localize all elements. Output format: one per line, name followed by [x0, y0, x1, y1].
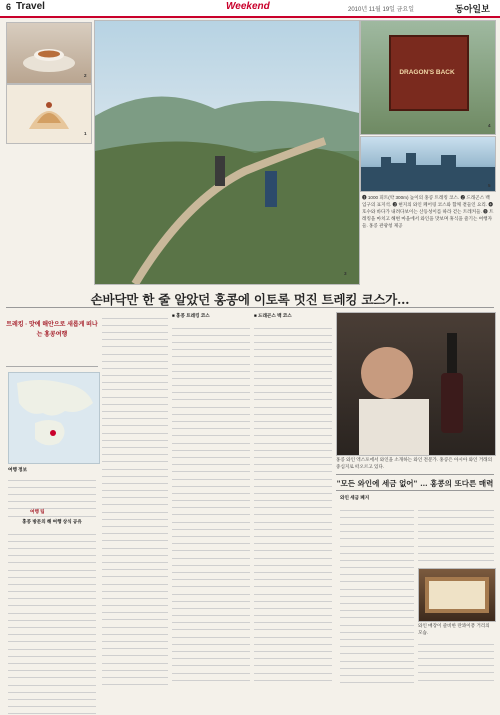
- wine-subhead: 와인 세금 폐지: [340, 495, 370, 500]
- main-headline: 손바닥만 한 줄 알았던 홍콩에 이토록 멋진 트레킹 코스가…: [90, 292, 410, 307]
- map-image: [9, 373, 99, 463]
- wine-photo-caption: 홍콩 와인 엑스포에서 와인을 소개하는 와인 전문가. 홍콩은 아시아 와인 거래의 중심지로 떠오르고 있다.: [336, 457, 493, 469]
- photo-landscape: [94, 20, 360, 285]
- info-title: 여행 정보: [8, 467, 28, 472]
- dumpling-image: [7, 85, 91, 143]
- hong-kong-map: [8, 372, 100, 464]
- photo-number-3: 3: [344, 271, 347, 276]
- tips-subtitle: 홍콩 방문의 해 여행 상식 공유: [22, 519, 82, 524]
- photo-wine: [336, 312, 496, 456]
- article-subhead-1: ■ 홍콩 트레킹 코스: [172, 313, 210, 318]
- headline-rule: [6, 307, 494, 308]
- page-number: 6: [6, 2, 12, 12]
- wine-article-column-2: [418, 504, 494, 564]
- photo-tea: [6, 22, 92, 84]
- wine-article-column-1: [340, 504, 414, 686]
- photo-captions: ❶ 1000 피트(약 300m) 높이의 홍콩 트레킹 코스. ❷ 드래곤스 백 입구의 표지석. ❸ 현지의 와인 페어링 코스와 함께 곁들인 요리. ❹ 호수와 바다가 내려다보이는 산등성이를 따라 걷는 트레커들. ❺ 트레킹을 마치고 해변 마을에서 와인을 맛보며 휴식을 즐기는 여행자들. 홍콩 관광청 제공: [362, 195, 494, 228]
- tea-cup-image: [7, 23, 91, 83]
- info-text: [8, 474, 96, 517]
- article-subhead-2: ■ 드래곤스 백 코스: [254, 313, 292, 318]
- sign-text: DRAGON'S BACK: [399, 69, 455, 76]
- wine-article-column-3: [418, 638, 494, 686]
- photo-food: [6, 84, 92, 144]
- tips-text: [8, 528, 96, 715]
- section-title: Travel: [16, 1, 45, 12]
- tips-title: 여행 팁: [30, 509, 45, 514]
- photo-number-1: 1: [84, 131, 87, 136]
- sidebar-title: 트레킹 · 맛에 해안으로 새롭게 떠나는 홍콩여행: [6, 322, 98, 338]
- shop-image: [419, 569, 495, 621]
- issue-date: 2010년 11월 19일 금요일: [348, 7, 415, 13]
- mountain-trail-image: [95, 21, 359, 284]
- sidebar-box: [6, 312, 98, 367]
- weekend-logo: Weekend: [226, 1, 270, 12]
- wine-rule-bottom: [336, 490, 494, 491]
- article-column-3: [254, 322, 332, 686]
- photo-number-4: 4: [488, 123, 491, 128]
- wine-expert-image: [337, 313, 495, 455]
- photo-sign: [360, 20, 496, 135]
- wine-rule-top: [336, 474, 494, 475]
- wine-headline: "모든 와인에 세금 없어" … 홍콩의 또다른 매력: [336, 479, 494, 488]
- photo-wine-shop: [418, 568, 496, 622]
- newspaper-name: 동아일보: [455, 5, 490, 15]
- photo-harbour: [360, 136, 496, 192]
- article-column-1: [102, 312, 168, 686]
- bottom-photo-caption: 와인 매장이 즐비한 란콰이퐁 거리의 모습.: [418, 623, 490, 635]
- city-skyline-image: [361, 137, 495, 191]
- photo-number-2: 2: [84, 73, 87, 78]
- photo-number-5: 5: [488, 183, 491, 188]
- article-column-2: [172, 322, 250, 686]
